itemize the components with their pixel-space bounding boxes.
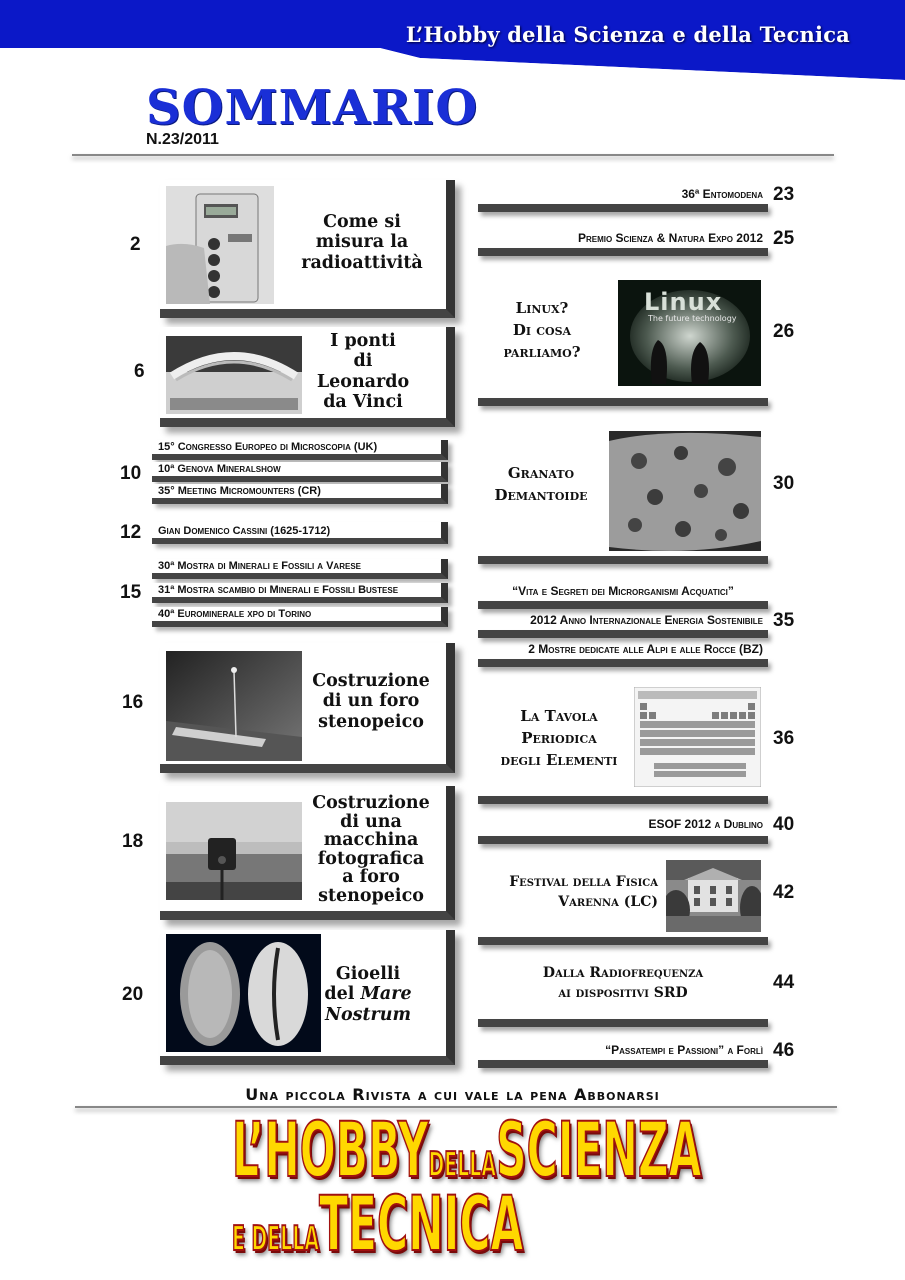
toc-entry[interactable]: 40ª Eurominerale xpo di Torino: [152, 607, 448, 627]
page-number: 20: [122, 984, 144, 1005]
page-number: 16: [122, 692, 144, 713]
article-box-jewels[interactable]: [160, 930, 455, 1065]
page-number: 26: [773, 321, 795, 342]
page-number: 42: [773, 882, 795, 903]
page-number: 6: [134, 361, 145, 382]
article-box-pinhole-camera[interactable]: [160, 786, 455, 920]
page-number: 2: [130, 234, 141, 255]
toc-entry[interactable]: Gian Domenico Cassini (1625-1712): [152, 522, 448, 544]
toc-entry[interactable]: Premio Scienza & Natura Expo 2012: [577, 231, 763, 245]
divider-bar: [478, 937, 768, 945]
page-number: 30: [773, 473, 795, 494]
page-number: 18: [122, 831, 144, 852]
article-title: Come si misura la radioattività: [301, 212, 423, 273]
divider-bar: [478, 601, 768, 609]
toc-entry[interactable]: “Passatempi e Passioni” a Forlì: [605, 1043, 763, 1057]
radiation-meter-image: [166, 186, 274, 304]
top-divider: [72, 154, 834, 156]
article-title: Granato Demantoide: [494, 464, 588, 504]
subscription-tagline: Una piccola Rivista a cui vale la pena Abbonarsi: [245, 1085, 660, 1104]
linux-logo-subtitle: The future technology: [648, 314, 737, 323]
article-title: Linux? Di cosa parliamo?: [503, 299, 581, 361]
article-title: La Tavola Periodica degli Elementi: [500, 707, 618, 769]
divider-bar: [478, 1019, 768, 1027]
magazine-logo-line2: E DELLATECNICA: [232, 1179, 524, 1268]
toc-entry[interactable]: 2 Mostre dedicate alle Alpi e alle Rocce (BZ): [528, 642, 763, 656]
toc-entry[interactable]: 10ª Genova Mineralshow: [152, 462, 448, 482]
page-number: 36: [773, 728, 795, 749]
camera-photo-image: [166, 802, 302, 900]
linux-image[interactable]: [618, 280, 761, 386]
toc-entry[interactable]: 2012 Anno Internazionale Energia Sostenibile: [530, 613, 763, 627]
article-title: Gioelli del Mare Nostrum: [324, 964, 412, 1025]
article-box-leonardo-bridges[interactable]: [160, 327, 455, 427]
toc-entry[interactable]: 31ª Mostra scambio di Minerali e Fossili Bustese: [152, 583, 448, 603]
article-title: I ponti di Leonardo da Vinci: [316, 331, 410, 413]
divider-bar: [478, 556, 768, 564]
page-number: 35: [773, 610, 795, 631]
page-number: 12: [120, 522, 142, 543]
page-number: 46: [773, 1040, 795, 1061]
pinhole-photo-image: [166, 651, 302, 761]
magazine-logo-line1: L’HOBBYDELLASCIENZA: [232, 1105, 702, 1194]
page-number: 10: [120, 463, 142, 484]
garnet-image[interactable]: [609, 431, 761, 551]
varenna-villa-image[interactable]: [666, 860, 761, 932]
article-title: Dalla Radiofrequenza ai dispositivi SRD: [542, 965, 704, 1001]
linux-logo-text: Linux: [644, 288, 723, 316]
toc-entry[interactable]: 35° Meeting Micromounters (CR): [152, 484, 448, 504]
article-box-pinhole[interactable]: [160, 643, 455, 773]
page-number: 40: [773, 814, 795, 835]
page-number: 15: [120, 582, 142, 603]
divider-bar: [478, 836, 768, 844]
toc-entry[interactable]: 15° Congresso Europeo di Microscopia (UK): [152, 440, 448, 460]
divider-bar: [478, 398, 768, 406]
divider-bar: [478, 630, 768, 638]
divider-bar: [478, 659, 768, 667]
divider-bar: [478, 248, 768, 256]
divider-bar: [478, 796, 768, 804]
bottom-divider: [75, 1106, 837, 1108]
page-number: 44: [773, 972, 795, 993]
article-box-radioactivity[interactable]: [160, 180, 455, 318]
toc-entry[interactable]: 36ª Entomodena: [681, 187, 763, 201]
issue-number: N.23/2011: [146, 131, 219, 148]
divider-bar: [478, 204, 768, 212]
page-number: 23: [773, 184, 795, 205]
periodic-table-image[interactable]: [634, 687, 761, 787]
toc-entry[interactable]: 30ª Mostra di Minerali e Fossili a Varese: [152, 559, 448, 579]
shells-image: [166, 934, 321, 1052]
article-title: Costruzione di un foro stenopeico: [312, 671, 430, 732]
article-title: Festival della Fisica Varenna (LC): [509, 874, 658, 910]
toc-entry[interactable]: ESOF 2012 a Dublino: [648, 817, 763, 831]
article-title: Costruzione di una macchina fotografica a foro stenopeico: [312, 793, 430, 906]
header-banner-title: L’Hobby della Scienza e della Tecnica: [405, 22, 850, 47]
bridge-model-image: [166, 336, 302, 414]
page-title: SOMMARIO: [146, 80, 479, 136]
toc-entry[interactable]: “Vita e Segreti dei Microrganismi Acquatici”: [512, 584, 734, 598]
page-number: 25: [773, 228, 795, 249]
divider-bar: [478, 1060, 768, 1068]
